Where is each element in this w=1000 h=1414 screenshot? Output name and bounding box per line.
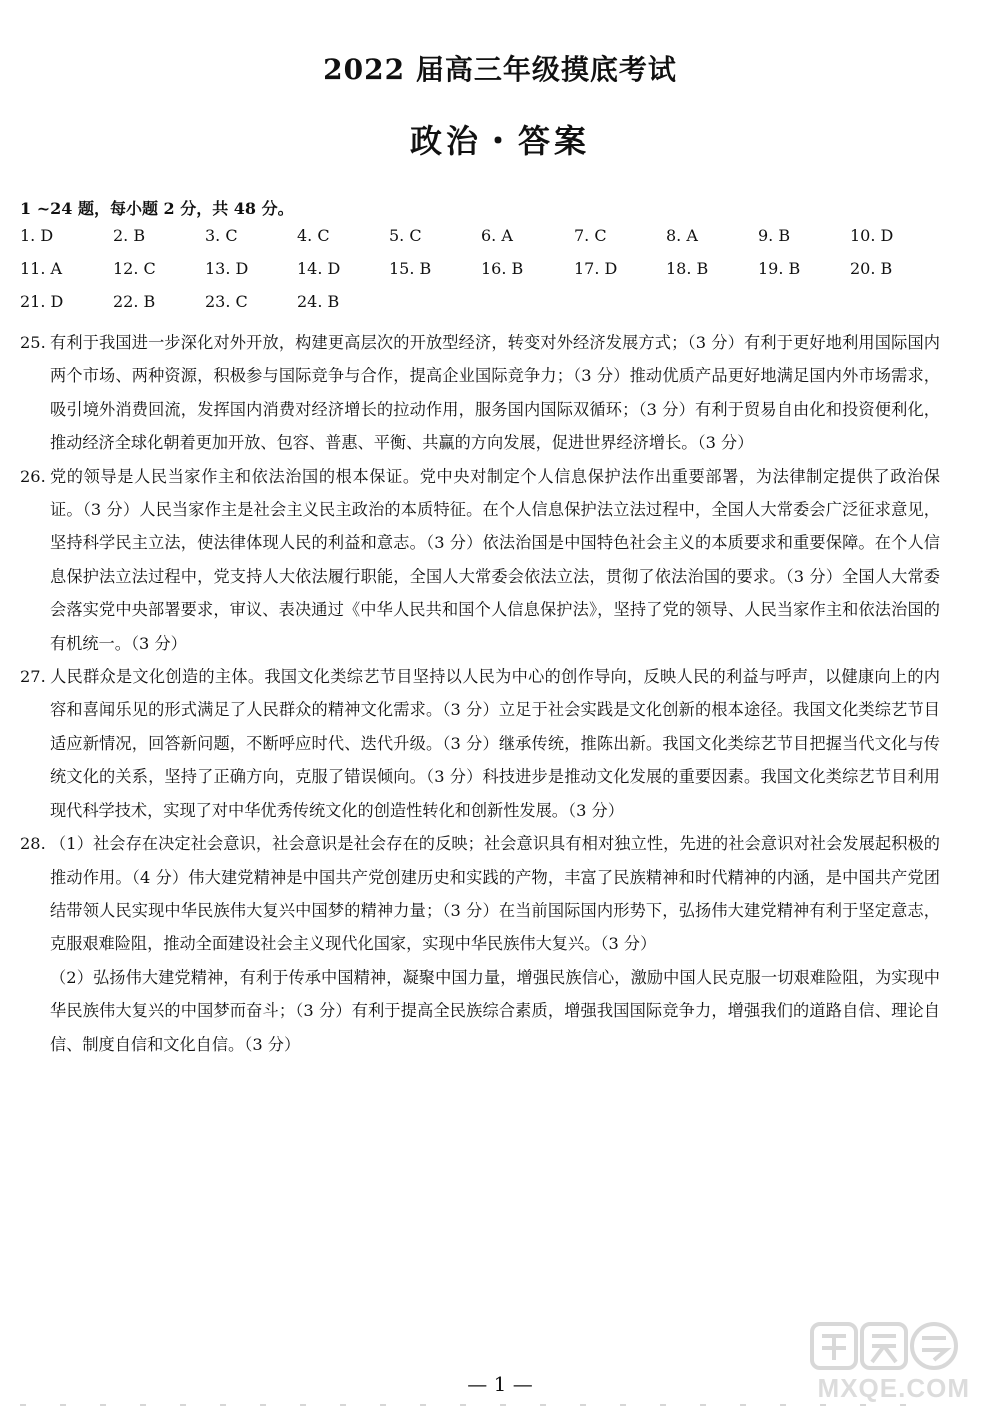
page-subtitle: 政治・答案: [409, 122, 590, 160]
mc-answer: 22. B: [113, 292, 156, 311]
mc-answer: 5. C: [389, 226, 422, 245]
mc-answer: 4. C: [297, 226, 330, 245]
mc-answer: 19. B: [758, 259, 801, 278]
answer-text-part-1: （1）社会存在决定社会意识，社会意识是社会存在的反映；社会意识具有相对独立性，先进的社会意识对社会发展起积极的推动作用。（4 分）伟大建党精神是中国共产党创建历史和实践的产物，丰富了民族精神和时代精神的内涵，是中国共产党团结带领人民实现中华民族伟大复兴中国梦的精神力量；（3 分）在当前国际国内形势下，弘扬伟大建党精神有利于坚定意志，克服艰难险阻，推动全面建设社会主义现代化国家，实现中华民族伟大复兴。（3 分）: [50, 834, 940, 954]
mc-answer: 20. B: [850, 259, 893, 278]
answer-text-part-2: （2）弘扬伟大建党精神，有利于传承中国精神，凝聚中国力量，增强民族信心，激励中国人民克服一切艰难险阻，为实现中华民族伟大复兴的中国梦而奋斗；（3 分）有利于提高全民族综合素质，增强我国国际竞争力，增强我们的道路自信、理论自信、制度自信和文化自信。（3 分）: [50, 967, 940, 1054]
mc-answer: 12. C: [113, 259, 156, 278]
mc-row: [20, 226, 940, 259]
mc-answer: 24. B: [297, 292, 340, 311]
scan-noise: [20, 1404, 940, 1406]
mc-answer: 8. A: [666, 226, 698, 245]
mc-answer: 2. B: [113, 226, 146, 245]
page-number: — 1 —: [467, 1372, 533, 1396]
question-number: 28.: [20, 834, 46, 854]
mc-answer: 10. D: [850, 226, 894, 245]
answer-text: 党的领导是人民当家作主和依法治国的根本保证。党中央对制定个人信息保护法作出重要部署，为法律制定提供了政治保证。（3 分）人民当家作主是社会主义民主政治的本质特征。在个人信息保护法立法过程中，全国人大常委会广泛征求意见，坚持科学民主立法，使法律体现人民的利益和意志。（3 分）依法治国是中国特色社会主义的本质要求和重要保障。在个人信息保护法立法过程中，党支持人大依法履行职能，全国人大常委会依法立法，贯彻了依法治国的要求。（3 分）全国人大常委会落实党中央部署要求，审议、表决通过《中华人民共和国个人信息保护法》，坚持了党的领导、人民当家作主和依法治国的有机统一。（3 分）: [50, 466, 940, 653]
answer-27: [20, 660, 940, 827]
multiple-choice-grid: [20, 226, 940, 325]
answer-text: 有利于我国进一步深化对外开放，构建更高层次的开放型经济，转变对外经济发展方式；（3 分）有利于更好地利用国际国内两个市场、两种资源，积极参与国际竞争与合作，提高企业国际竞争力；（3 分）推动优质产品更好地满足国内外市场需求，吸引境外消费回流，发挥国内消费对经济增长的拉动作用，服务国内国际双循环；（3 分）有利于贸易自由化和投资便利化，推动经济全球化朝着更加开放、包容、普惠、平衡、共赢的方向发展，促进世界经济增长。（3 分）: [50, 333, 940, 453]
mc-answer: 23. C: [205, 292, 248, 311]
answer-25: [20, 326, 940, 460]
mc-answer: 13. D: [205, 259, 249, 278]
mc-row: [20, 259, 940, 292]
mc-answer: 1. D: [20, 226, 54, 245]
mc-answer: 17. D: [574, 259, 618, 278]
watermark: [810, 1320, 970, 1410]
answer-26: [20, 460, 940, 660]
mc-row: [20, 292, 940, 325]
mc-answer: 9. B: [758, 226, 791, 245]
answer-28: [20, 827, 940, 1061]
mc-answer: 7. C: [574, 226, 607, 245]
mc-answer: 18. B: [666, 259, 709, 278]
mc-answer: 11. A: [20, 259, 63, 278]
watermark-text: MXQE.COM: [817, 1373, 970, 1403]
mc-answer: 16. B: [481, 259, 524, 278]
mc-answer: 3. C: [205, 226, 238, 245]
question-number: 27.: [20, 667, 46, 687]
mc-answer: 14. D: [297, 259, 341, 278]
mc-answer: 21. D: [20, 292, 64, 311]
mc-answer: 6. A: [481, 226, 513, 245]
watermark-logo-icon: [810, 1320, 960, 1376]
question-number: 25.: [20, 333, 46, 352]
multiple-choice-intro: 1 ~24 题，每小题 2 分，共 48 分。: [20, 199, 294, 218]
answer-text: 人民群众是文化创造的主体。我国文化类综艺节目坚持以人民为中心的创作导向，反映人民的利益与呼声，以健康向上的内容和喜闻乐见的形式满足了人民群众的精神文化需求。（3 分）立足于社会实践是文化创新的根本途径。我国文化类综艺节目适应新情况，回答新问题，不断呼应时代、迭代升级。（3 分）继承传统，推陈出新。我国文化类综艺节目把握当代文化与传统文化的关系，坚持了正确方向，克服了错误倾向。（3 分）科技进步是推动文化发展的重要因素。我国文化类综艺节目利用现代科学技术，实现了对中华优秀传统文化的创造性转化和创新性发展。（3 分）: [50, 667, 940, 820]
mc-answer: 15. B: [389, 259, 432, 278]
essay-answers: [20, 326, 940, 1061]
question-number: 26.: [20, 466, 46, 486]
page-title: 2022 届高三年级摸底考试: [323, 53, 677, 86]
